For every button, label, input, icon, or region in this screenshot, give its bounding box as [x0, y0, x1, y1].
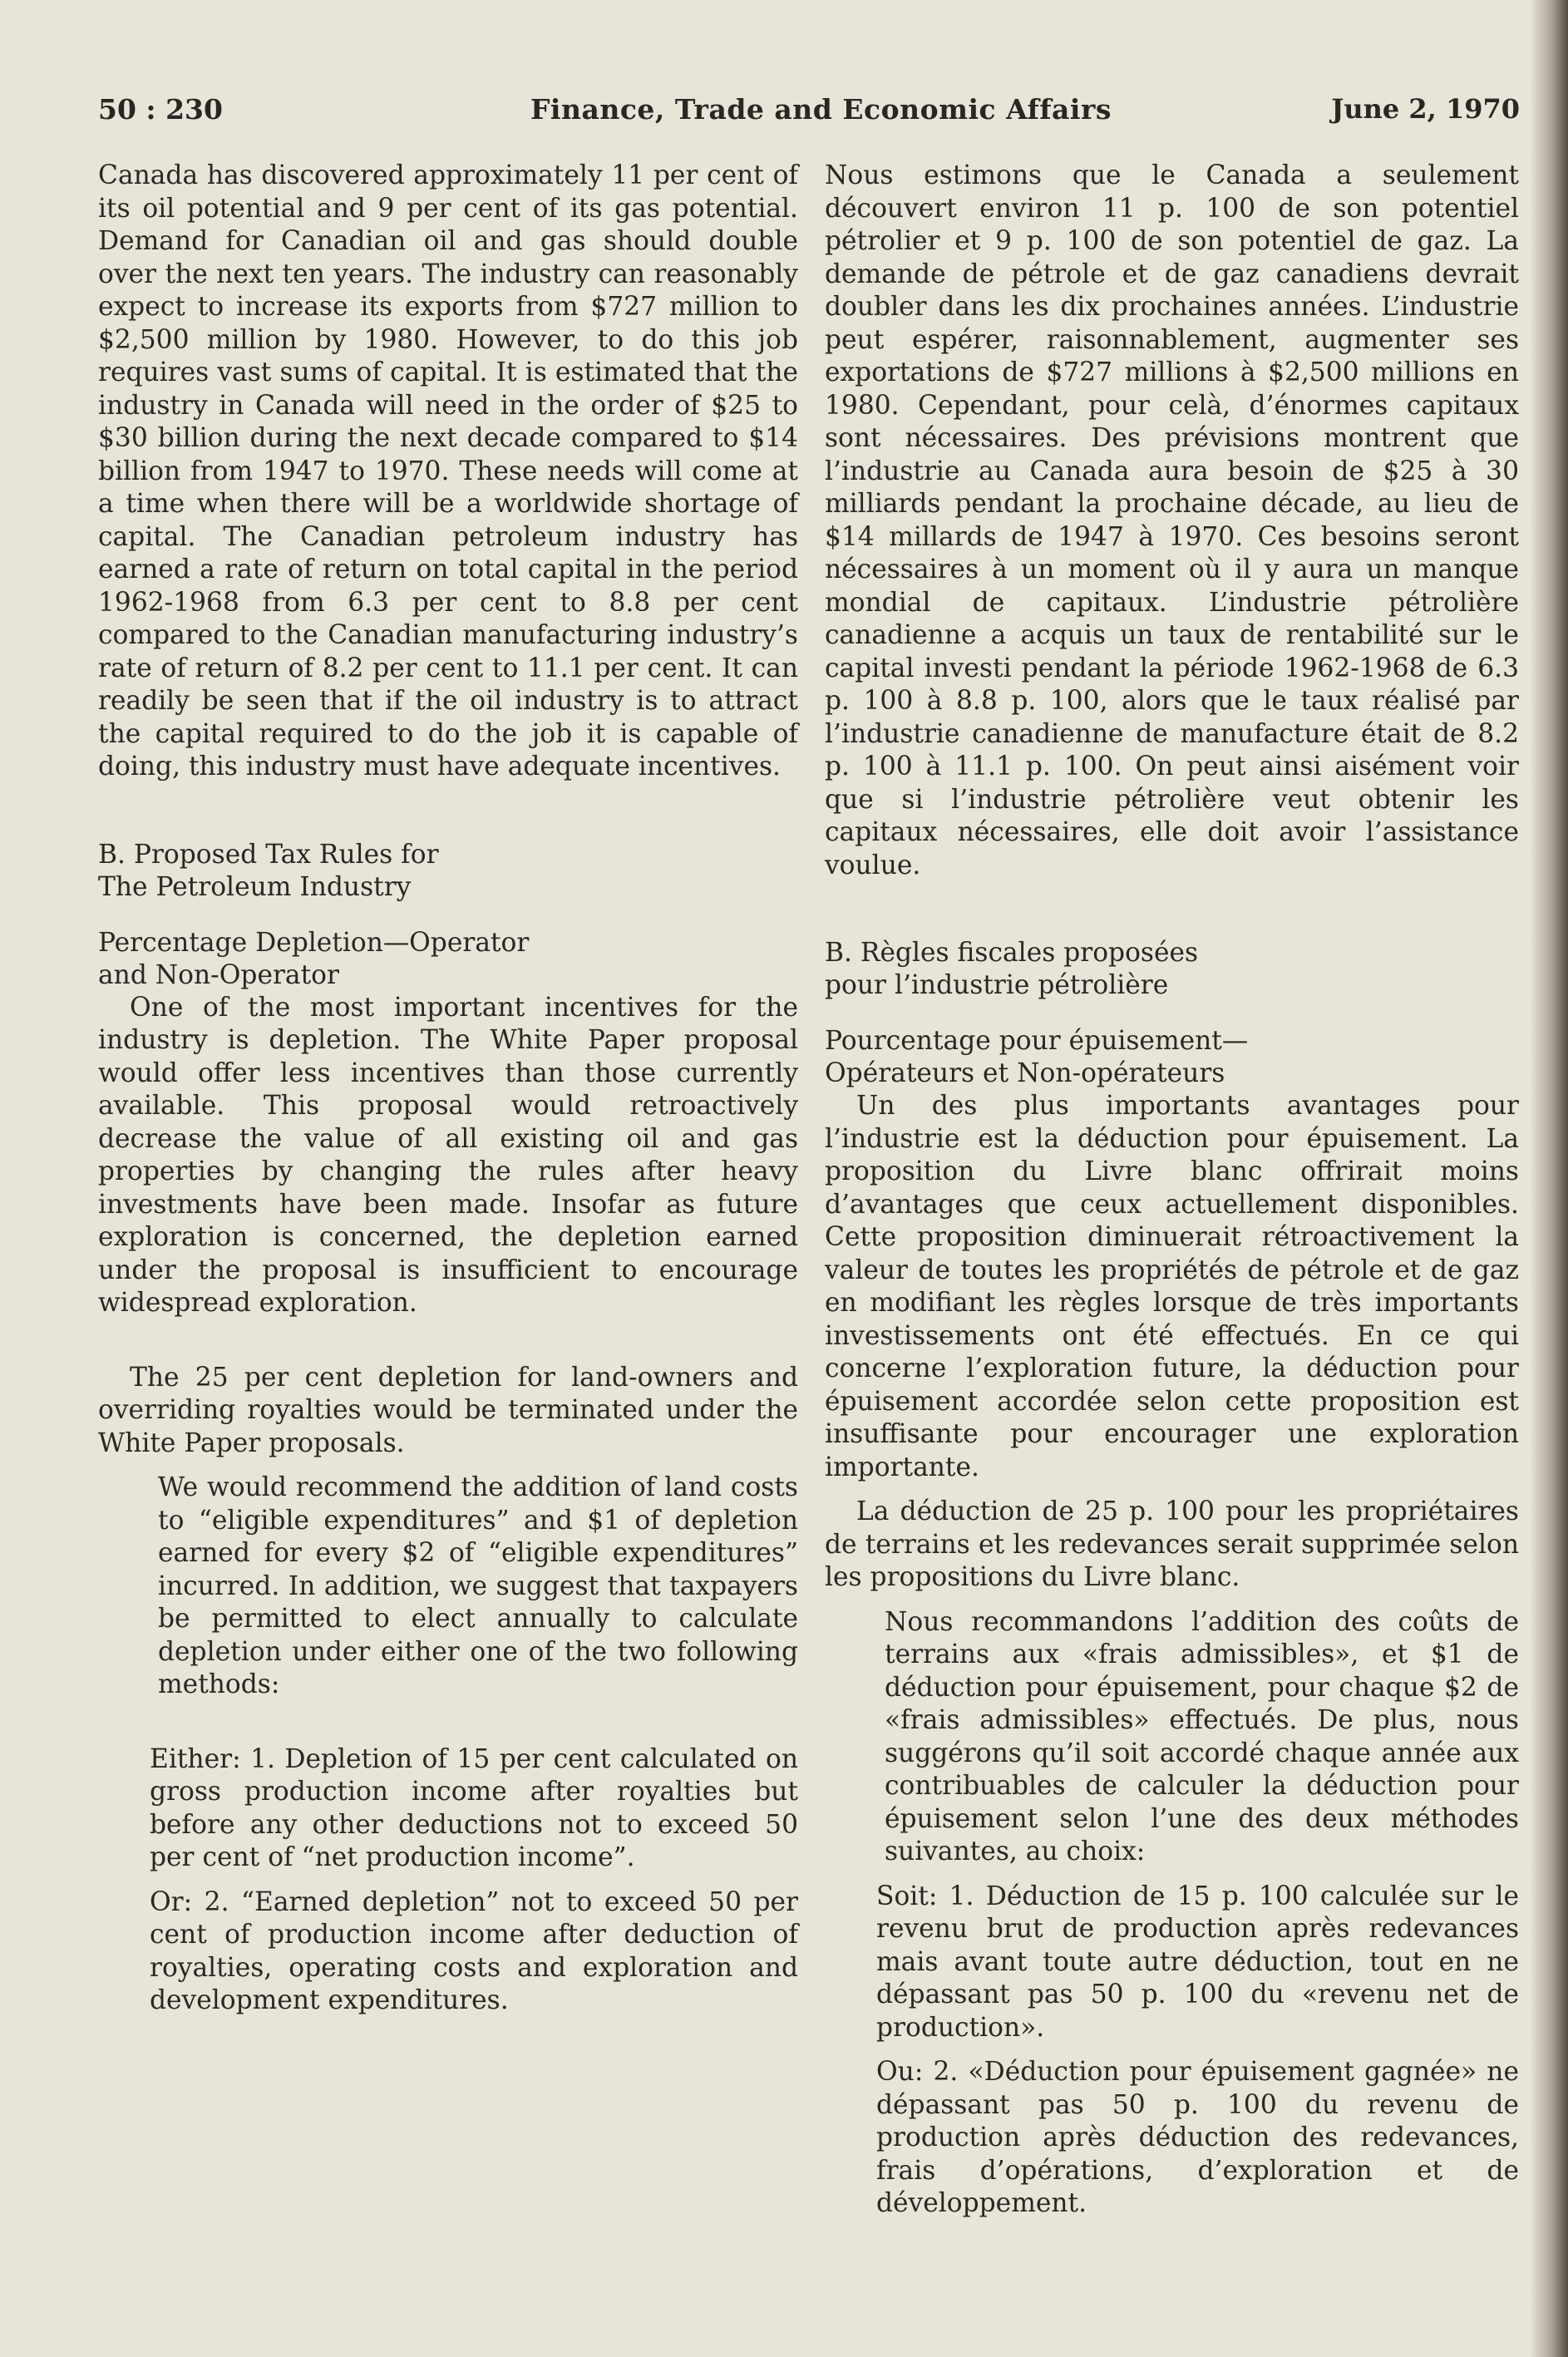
landowner-paragraph-fr: La déduction de 25 p. 100 pour les propriétaires de terrains et les redevances serait supprimée selon les propositions du Livre blanc. — [825, 1497, 1519, 1592]
section-heading-en-line2: The Petroleum Industry — [98, 871, 412, 902]
method-2-en: Or: 2. “Earned depletion” not to exceed 50 per cent of production income after deduction of royalties, operating costs and exploration and development expenditures. — [150, 1886, 798, 2015]
intro-paragraph-fr: Nous estimons que le Canada a seulement découvert environ 11 p. 100 de son potentiel pétrolier et 9 p. 100 de son potentiel de gaz. La demande de pétrole et de gaz canadiens devrait doubler dans les dix prochaines années. L’industrie peut espérer, raisonnablement, augmenter ses exportations de $727 millions à $2,500 millions en 1980. Cependant, pour celà, d’énormes capitaux sont nécessaires. Des prévisions montrent que l’industrie au Canada aura besoin de $25 à 30 milliards pendant la prochaine décade, au lieu de $14 millards de 1947 à 1970. Ces besoins seront nécessaires à un moment où il y aura un manque mondial de capitaux. L’industrie pétrolière canadienne a acquis un taux de rentabilité sur le capital investi pendant la période 1962-1968 de 6.3 p. 100 à 8.8 p. 100, alors que le taux réalisé par l’industrie canadienne de manufacture était de 8.2 p. 100 à 11.1 p. 100. On peut ainsi aisément voir que si l’industrie pétrolière veut obtenir les capitaux nécessaires, elle doit avoir l’assistance voulue. — [825, 160, 1519, 880]
subheading-en-line2: and Non-Operator — [98, 959, 339, 990]
section-heading-fr-line2: pour l’industrie pétrolière — [825, 970, 1169, 1000]
english-column — [98, 160, 798, 2018]
recommend-paragraph-fr: Nous recommandons l’addition des coûts de terrains aux «frais admissibles», et $1 de déduction pour épuisement, pour chaque $2 de «frais admissibles» effectués. De plus, nous suggérons qu’il soit accordé chaque année aux contribuables de calculer la déduction pour épuisement selon l’une des deux méthodes suivantes, au choix: — [885, 1606, 1519, 1866]
method-2-fr: Ou: 2. «Déduction pour épuisement gagnée» ne dépassant pas 50 p. 100 du revenu de production après déduction des redevances, frais d’opérations, d’exploration et de développement. — [876, 2057, 1519, 2218]
recommend-paragraph-en: We would recommend the addition of land costs to “eligible expenditures” and $1 of depletion earned for every $2 of “eligible expenditures” incurred. In addition, we suggest that taxpayers be permitted to elect annually to calculate depletion under either one of the two following methods: — [158, 1472, 798, 1699]
subheading-fr-line2: Opérateurs et Non-opérateurs — [825, 1058, 1225, 1088]
depletion-paragraph-en: One of the most important incentives for the industry is depletion. The White Paper proposal would offer less incentives than those currently available. This proposal would retroactively decrease the value of all existing oil and gas properties by changing the rules after heavy investments have been made. Insofar as future exploration is concerned, the depletion earned under the proposal is insufficient to encourage widespread exploration. — [98, 992, 798, 1318]
page-number: 50 : 230 — [98, 93, 223, 126]
section-heading-en-line1: B. Proposed Tax Rules for — [98, 839, 439, 870]
subheading-fr-line1: Pourcentage pour épuisement— — [825, 1026, 1249, 1056]
method-1-fr: Soit: 1. Déduction de 15 p. 100 calculée sur le revenu brut de production après redevances mais avant toute autre déduction, tout en ne dépassant pas 50 p. 100 du «revenu net de production». — [876, 1881, 1519, 2043]
french-column — [825, 160, 1519, 2221]
running-title: Finance, Trade and Economic Affairs — [530, 93, 1112, 126]
method-1-en: Either: 1. Depletion of 15 per cent calculated on gross production income after royalties but before any other deductions not to exceed 50 per cent of “net production income”. — [150, 1743, 798, 1872]
header-date: June 2, 1970 — [1331, 93, 1520, 125]
page-header — [98, 93, 1520, 135]
subheading-en-line1: Percentage Depletion—Operator — [98, 927, 530, 958]
binding-shadow — [1530, 0, 1568, 2357]
landowner-paragraph-en: The 25 per cent depletion for land-owners and overriding royalties would be terminated under the White Paper proposals. — [98, 1362, 798, 1458]
depletion-paragraph-fr: Un des plus importants avantages pour l’industrie est la déduction pour épuisement. La proposition du Livre blanc offrirait moins d’avantages que ceux actuellement disponibles. Cette proposition diminuerait rétroactivement la valeur de toutes les propriétés de pétrole et de gaz en modifiant les règles lorsque de très importants investissements ont été effectués. En ce qui concerne l’exploration future, la déduction pour épuisement accordée selon cette proposition est insuffisante pour encourager une exploration importante. — [825, 1091, 1519, 1482]
intro-paragraph-en: Canada has discovered approximately 11 per cent of its oil potential and 9 per cent of its gas potential. Demand for Canadian oil and gas should double over the next ten years. The industry can reasonably expect to increase its exports from $727 million to $2,500 million by 1980. However, to do this job requires vast sums of capital. It is estimated that the industry in Canada will need in the order of $25 to $30 billion during the next decade compared to $14 billion from 1947 to 1970. These needs will come at a time when there will be a worldwide shortage of capital. The Canadian petroleum industry has earned a rate of return on total capital in the period 1962-1968 from 6.3 per cent to 8.8 per cent compared to the Canadian manufacturing industry’s rate of return of 8.2 per cent to 11.1 per cent. It can readily be seen that if the oil industry is to attract the capital required to do the job it is capable of doing, this industry must have adequate incentives. — [98, 160, 798, 782]
section-heading-fr-line1: B. Règles fiscales proposées — [825, 938, 1199, 968]
